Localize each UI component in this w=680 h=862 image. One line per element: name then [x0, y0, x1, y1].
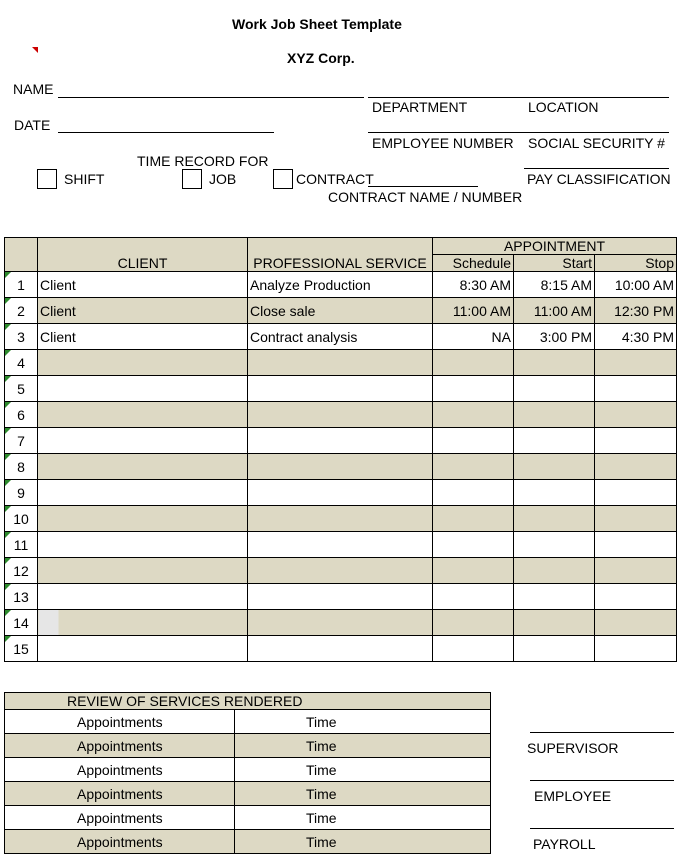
company-name: XYZ Corp.: [287, 50, 355, 66]
appointments-cell[interactable]: Appointments: [5, 806, 235, 830]
table-row: [5, 324, 677, 350]
shift-checkbox[interactable]: [37, 169, 57, 189]
start-cell[interactable]: [514, 636, 595, 662]
row-number-header: [5, 238, 38, 272]
cell-marker-icon: [5, 610, 11, 616]
review-header: REVIEW OF SERVICES RENDERED: [5, 693, 491, 710]
cell-marker-icon: [5, 532, 11, 538]
row-number-text: 6: [17, 406, 25, 423]
service-cell[interactable]: [248, 454, 433, 480]
start-cell[interactable]: [514, 350, 595, 376]
start-cell[interactable]: 11:00 AM: [514, 298, 595, 324]
stop-cell[interactable]: 12:30 PM: [595, 298, 677, 324]
row-number: [5, 454, 38, 480]
time-cell[interactable]: Time: [235, 782, 491, 806]
schedule-cell[interactable]: [433, 376, 514, 402]
time-cell[interactable]: Time: [235, 758, 491, 782]
cell-marker-icon: [5, 298, 11, 304]
client-cell[interactable]: [38, 350, 248, 376]
supervisor-signature-line[interactable]: [530, 732, 674, 733]
comment-marker-icon: [32, 47, 38, 53]
schedule-cell[interactable]: [433, 532, 514, 558]
review-row: [5, 734, 491, 758]
start-cell[interactable]: [514, 454, 595, 480]
cell-marker-icon: [5, 324, 11, 330]
row-number: [5, 610, 38, 636]
pay-classification-label: PAY CLASSIFICATION: [527, 171, 671, 187]
social-security-label: SOCIAL SECURITY #: [528, 135, 665, 151]
row-number: [5, 532, 38, 558]
contract-label: CONTRACT: [296, 171, 374, 187]
row-number: [5, 298, 38, 324]
table-row: [5, 454, 677, 480]
schedule-cell[interactable]: [433, 610, 514, 636]
row-number: [5, 376, 38, 402]
service-cell[interactable]: [248, 636, 433, 662]
date-field-line[interactable]: [58, 132, 274, 133]
table-row: [5, 376, 677, 402]
cell-marker-icon: [5, 506, 11, 512]
row-number-text: 9: [17, 484, 25, 501]
time-cell[interactable]: Time: [235, 830, 491, 854]
job-table: [4, 237, 677, 662]
client-cell[interactable]: [38, 402, 248, 428]
service-cell[interactable]: [248, 584, 433, 610]
department-label: DEPARTMENT: [372, 99, 468, 115]
pay-classification-line[interactable]: [524, 168, 669, 169]
client-cell[interactable]: [38, 376, 248, 402]
row-number-text: 15: [13, 640, 29, 657]
row-number-text: 1: [17, 276, 25, 293]
job-checkbox[interactable]: [182, 169, 202, 189]
row-number: [5, 402, 38, 428]
start-cell[interactable]: [514, 506, 595, 532]
table-row: [5, 298, 677, 324]
service-cell[interactable]: [248, 428, 433, 454]
table-row: [5, 480, 677, 506]
table-row: [5, 402, 677, 428]
row-number-text: 10: [13, 510, 29, 527]
row-number: [5, 324, 38, 350]
appointments-cell[interactable]: Appointments: [5, 734, 235, 758]
start-cell[interactable]: [514, 584, 595, 610]
cell-marker-icon: [5, 402, 11, 408]
appointments-cell[interactable]: Appointments: [5, 782, 235, 806]
shift-label: SHIFT: [64, 171, 105, 187]
employee-label: EMPLOYEE: [534, 788, 612, 804]
client-cell[interactable]: [38, 454, 248, 480]
client-cell[interactable]: [38, 480, 248, 506]
service-cell[interactable]: [248, 376, 433, 402]
stop-cell[interactable]: [595, 428, 677, 454]
cell-marker-icon: [5, 636, 11, 642]
schedule-header: Schedule: [433, 255, 514, 272]
contract-name-label: CONTRACT NAME / NUMBER: [328, 189, 523, 205]
cell-marker-icon: [5, 376, 11, 382]
start-cell[interactable]: [514, 532, 595, 558]
time-cell[interactable]: Time: [235, 734, 491, 758]
schedule-cell[interactable]: [433, 454, 514, 480]
stop-cell[interactable]: [595, 376, 677, 402]
cell-marker-icon: [5, 454, 11, 460]
client-header: CLIENT: [38, 238, 248, 272]
location-label: LOCATION: [528, 99, 599, 115]
stop-cell[interactable]: [595, 454, 677, 480]
stop-cell[interactable]: [595, 402, 677, 428]
schedule-cell[interactable]: [433, 428, 514, 454]
service-cell[interactable]: [248, 532, 433, 558]
stop-cell[interactable]: [595, 480, 677, 506]
start-cell[interactable]: [514, 402, 595, 428]
appointments-cell[interactable]: Appointments: [5, 758, 235, 782]
review-row: [5, 710, 491, 734]
table-row: [5, 532, 677, 558]
stop-cell[interactable]: [595, 584, 677, 610]
start-cell[interactable]: 8:15 AM: [514, 272, 595, 298]
service-cell[interactable]: Analyze Production: [248, 272, 433, 298]
service-cell[interactable]: [248, 610, 433, 636]
schedule-cell[interactable]: [433, 350, 514, 376]
page-title: Work Job Sheet Template: [232, 16, 402, 32]
client-cell[interactable]: [38, 610, 248, 636]
stop-cell[interactable]: [595, 506, 677, 532]
time-cell[interactable]: Time: [235, 806, 491, 830]
payroll-signature-line[interactable]: [530, 828, 674, 829]
job-label: JOB: [209, 171, 237, 187]
contract-name-line[interactable]: [368, 186, 478, 187]
row-number: [5, 636, 38, 662]
client-cell[interactable]: Client: [38, 298, 248, 324]
schedule-cell[interactable]: [433, 636, 514, 662]
review-table: [4, 692, 491, 854]
name-label: NAME: [13, 81, 54, 97]
stop-cell[interactable]: [595, 610, 677, 636]
row-number-text: 8: [17, 458, 25, 475]
row-number: [5, 558, 38, 584]
start-cell[interactable]: [514, 610, 595, 636]
schedule-cell[interactable]: [433, 402, 514, 428]
client-cell[interactable]: [38, 532, 248, 558]
row-number: [5, 584, 38, 610]
client-cell[interactable]: [38, 636, 248, 662]
table-row: [5, 506, 677, 532]
client-cell[interactable]: [38, 558, 248, 584]
employee-ssn-line[interactable]: [368, 132, 669, 133]
client-cell[interactable]: [38, 428, 248, 454]
row-number: [5, 272, 38, 298]
schedule-cell[interactable]: 11:00 AM: [433, 298, 514, 324]
table-row: [5, 610, 677, 636]
date-label: DATE: [14, 117, 51, 133]
service-cell[interactable]: Close sale: [248, 298, 433, 324]
review-row: [5, 782, 491, 806]
appointments-cell[interactable]: Appointments: [5, 710, 235, 734]
service-header: PROFESSIONAL SERVICE: [248, 238, 433, 272]
time-cell[interactable]: Time: [235, 710, 491, 734]
appointment-header: APPOINTMENT: [433, 238, 677, 255]
stop-cell[interactable]: [595, 532, 677, 558]
schedule-cell[interactable]: 8:30 AM: [433, 272, 514, 298]
start-cell[interactable]: [514, 480, 595, 506]
schedule-cell[interactable]: [433, 480, 514, 506]
schedule-cell[interactable]: [433, 558, 514, 584]
table-row: [5, 350, 677, 376]
appointments-cell[interactable]: Appointments: [5, 830, 235, 854]
stop-cell[interactable]: [595, 558, 677, 584]
cell-marker-icon: [5, 428, 11, 434]
schedule-cell[interactable]: [433, 506, 514, 532]
cell-marker-icon: [5, 350, 11, 356]
row-number-text: 3: [17, 328, 25, 345]
review-row: [5, 758, 491, 782]
cell-marker-icon: [5, 558, 11, 564]
stop-cell[interactable]: [595, 350, 677, 376]
review-row: [5, 806, 491, 830]
cell-marker-icon: [5, 584, 11, 590]
row-number-text: 14: [13, 614, 29, 631]
time-record-label: TIME RECORD FOR: [137, 153, 269, 169]
start-header: Start: [514, 255, 595, 272]
schedule-cell[interactable]: NA: [433, 324, 514, 350]
row-number: [5, 480, 38, 506]
row-number-text: 12: [13, 562, 29, 579]
stop-cell[interactable]: 10:00 AM: [595, 272, 677, 298]
row-number: [5, 350, 38, 376]
payroll-label: PAYROLL: [533, 836, 596, 852]
client-cell[interactable]: Client: [38, 272, 248, 298]
row-number-text: 5: [17, 380, 25, 397]
table-row: [5, 558, 677, 584]
service-cell[interactable]: [248, 350, 433, 376]
service-cell[interactable]: Contract analysis: [248, 324, 433, 350]
client-cell[interactable]: Client: [38, 324, 248, 350]
employee-number-label: EMPLOYEE NUMBER: [372, 135, 514, 151]
service-cell[interactable]: [248, 480, 433, 506]
stop-cell[interactable]: [595, 636, 677, 662]
row-number: [5, 506, 38, 532]
cell-marker-icon: [5, 272, 11, 278]
client-cell[interactable]: [38, 584, 248, 610]
department-location-line[interactable]: [368, 97, 669, 98]
contract-checkbox[interactable]: [273, 169, 293, 189]
table-row: [5, 428, 677, 454]
row-number-text: 2: [17, 302, 25, 319]
schedule-cell[interactable]: [433, 584, 514, 610]
start-cell[interactable]: [514, 428, 595, 454]
service-cell[interactable]: [248, 558, 433, 584]
stop-header: Stop: [595, 255, 677, 272]
stop-cell[interactable]: 4:30 PM: [595, 324, 677, 350]
start-cell[interactable]: 3:00 PM: [514, 324, 595, 350]
start-cell[interactable]: [514, 558, 595, 584]
name-field-line[interactable]: [58, 97, 364, 98]
table-row: [5, 584, 677, 610]
cell-marker-icon: [5, 480, 11, 486]
client-cell[interactable]: [38, 506, 248, 532]
service-cell[interactable]: [248, 402, 433, 428]
row-number-text: 13: [13, 588, 29, 605]
employee-signature-line[interactable]: [530, 780, 674, 781]
supervisor-label: SUPERVISOR: [527, 740, 619, 756]
start-cell[interactable]: [514, 376, 595, 402]
row-number-text: 7: [17, 432, 25, 449]
table-row: [5, 636, 677, 662]
review-row: [5, 830, 491, 854]
service-cell[interactable]: [248, 506, 433, 532]
row-number-text: 4: [17, 354, 25, 371]
row-number: [5, 428, 38, 454]
table-row: [5, 272, 677, 298]
row-number-text: 11: [13, 536, 29, 553]
